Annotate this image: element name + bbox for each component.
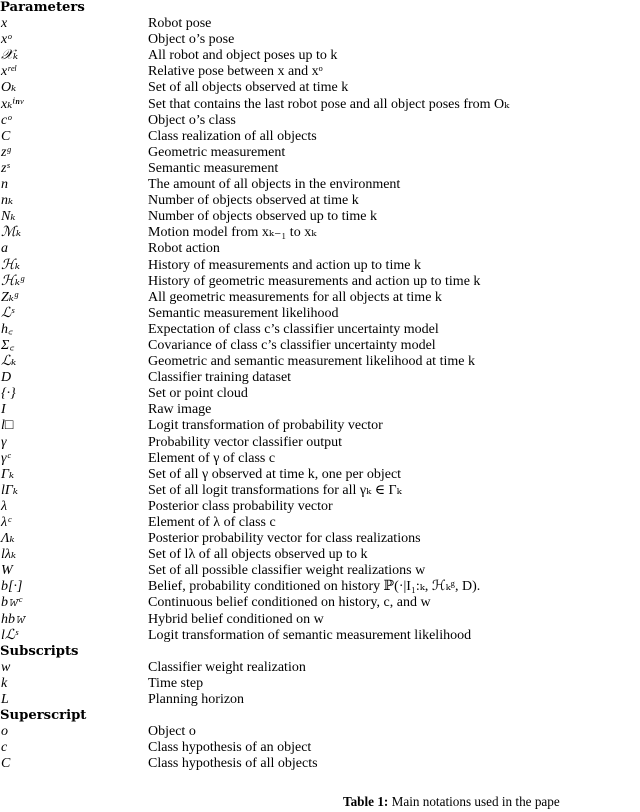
notation-row (0, 80, 640, 96)
notation-symbol: 𝒳ₖ (1, 48, 19, 64)
notation-description: Set of all objects observed at time k (148, 80, 349, 96)
table-caption (343, 794, 560, 810)
notation-description: History of geometric measurements and action up to time k (148, 273, 481, 289)
notation-symbol: n (1, 177, 8, 193)
notation-symbol: {·} (1, 386, 16, 402)
notation-symbol: C (1, 128, 11, 144)
notation-symbol: C (1, 756, 11, 772)
notation-description: Raw image (148, 402, 212, 418)
notation-row (0, 435, 640, 451)
notation-row (0, 145, 640, 161)
notation-symbol: lλₖ (1, 547, 17, 563)
notation-row (0, 418, 640, 434)
notation-row (0, 386, 640, 402)
notation-description: Relative pose between x and xᵒ (148, 64, 323, 80)
notation-symbol: ℋₖ (1, 257, 20, 273)
notation-symbol: xₖⁱⁿᵛ (1, 96, 24, 112)
notation-symbol: Σ꜀ (1, 337, 15, 353)
notation-description: Element of λ of class c (148, 515, 276, 530)
notation-row (0, 676, 640, 692)
notation-description: Expectation of class c’s classifier uncertainty model (148, 321, 439, 337)
notation-description: Object o (148, 724, 196, 740)
notation-description: Posterior probability vector for class realizations (148, 531, 421, 547)
notation-symbol: W (1, 563, 13, 579)
notation-symbol: w (1, 659, 11, 675)
notation-row (0, 193, 640, 209)
notation-description: Set or point cloud (148, 386, 248, 402)
notation-symbol: ℒˢ (1, 305, 15, 321)
notation-symbol: Λₖ (1, 531, 15, 547)
section-heading: Superscript (0, 708, 87, 724)
notation-symbol: cᵒ (1, 112, 12, 128)
notation-symbol: b[·] (1, 579, 23, 595)
notation-row (0, 16, 640, 32)
notation-symbol: I (1, 402, 6, 418)
notation-row (0, 370, 640, 386)
notation-description: Geometric and semantic measurement likelihood at time k (148, 354, 475, 370)
notation-row (0, 531, 640, 547)
notation-description: Geometric measurement (148, 144, 286, 160)
section-heading: Subscripts (0, 643, 79, 659)
notation-symbol: Oₖ (1, 80, 17, 96)
notation-symbol: c (1, 740, 8, 756)
notation-symbol: zᵍ (1, 144, 11, 160)
caption-label: Table 1: (343, 794, 389, 809)
notation-row (0, 209, 640, 225)
notation-description: Classifier training dataset (148, 370, 292, 386)
notation-symbol: D (1, 370, 12, 386)
notation-symbol: a (1, 241, 8, 257)
notation-row (0, 48, 640, 64)
notation-row (0, 628, 640, 644)
notation-description: Class realization of all objects (148, 128, 317, 144)
notation-symbol: γᶜ (1, 450, 11, 466)
notation-description: Continuous belief conditioned on history, c, and w (148, 595, 431, 611)
notation-symbol: Nₖ (1, 209, 16, 225)
notation-row (0, 547, 640, 563)
notation-row (0, 258, 640, 274)
notation-description: Semantic measurement likelihood (148, 305, 339, 321)
notation-description: Set of all possible classifier weight realizations w (148, 563, 426, 579)
notation-description: Class hypothesis of an object (148, 740, 312, 756)
notation-description: Classifier weight realization (148, 659, 306, 675)
section-heading: Parameters (0, 0, 85, 15)
notation-row (0, 64, 640, 80)
notation-symbol: x (1, 16, 8, 32)
notation-row (0, 595, 640, 611)
notation-description: Element of γ of class c (148, 450, 276, 466)
notation-row (0, 756, 640, 772)
notation-row (0, 306, 640, 322)
notation-row (0, 483, 640, 499)
notation-symbol: lΓₖ (1, 482, 18, 498)
notation-description: History of measurements and action up to time k (148, 257, 421, 273)
notation-symbol: Γₖ (1, 466, 15, 482)
notation-row (0, 32, 640, 48)
notation-row (0, 241, 640, 257)
notation-description: Number of objects observed up to time k (148, 209, 378, 225)
notation-row (0, 692, 640, 708)
notation-description: All geometric measurements for all objects at time k (148, 289, 442, 305)
notation-description: Belief, probability conditioned on history ℙ(·|I₁:ₖ, ℋₖᵍ, D). (148, 579, 481, 595)
notation-description: Set that contains the last robot pose and all object poses from Oₖ (148, 96, 510, 112)
notation-description: Probability vector classifier output (148, 434, 343, 450)
notation-row (0, 161, 640, 177)
notation-symbol: ℋₖᵍ (1, 273, 24, 289)
notation-symbol: l□ (1, 418, 14, 434)
notation-row (0, 225, 640, 241)
notation-description: Object o’s pose (148, 32, 235, 48)
notation-description: Planning horizon (148, 692, 245, 708)
notation-description: Time step (148, 675, 204, 691)
notation-description: The amount of all objects in the environment (148, 177, 401, 193)
notation-row (0, 467, 640, 483)
notation-symbol: γ (1, 434, 7, 450)
notation-description: Logit transformation of probability vector (148, 418, 383, 434)
notation-row (0, 660, 640, 676)
notation-row (0, 612, 640, 628)
notation-description: Robot pose (148, 16, 212, 32)
notation-description: Number of objects observed at time k (148, 193, 359, 209)
notation-symbol: h꜀ (1, 321, 13, 337)
notation-description: Logit transformation of semantic measurement likelihood (148, 627, 472, 643)
caption-text: Main notations used in the pape (391, 794, 560, 809)
notation-row (0, 402, 640, 418)
notation-symbol: lℒˢ (1, 627, 18, 643)
notation-description: Robot action (148, 241, 220, 257)
notation-row (0, 740, 640, 756)
notation-symbol: b𝚠ᶜ (1, 595, 22, 611)
notation-symbol: L (1, 692, 9, 708)
notation-symbol: o (1, 724, 8, 740)
notation-row (0, 274, 640, 290)
notation-description: All robot and object poses up to k (148, 48, 338, 64)
notation-description: Set of all γ observed at time k, one per object (148, 466, 402, 482)
notation-row (0, 354, 640, 370)
notation-symbol: hb𝚠 (1, 611, 25, 627)
notation-description: Semantic measurement (148, 160, 279, 176)
notation-symbol: k (1, 675, 8, 691)
notation-row (0, 113, 640, 129)
notation-row (0, 499, 640, 515)
notation-description: Hybrid belief conditioned on w (148, 611, 324, 627)
notation-symbol: ℒₖ (1, 354, 17, 370)
notation-symbol: zˢ (1, 160, 10, 176)
notation-description: Covariance of class c’s classifier uncertainty model (148, 337, 436, 353)
notation-symbol: Zₖᵍ (1, 289, 18, 305)
notation-row (0, 97, 640, 113)
notation-description: Set of all logit transformations for all γₖ ∈ Γₖ (148, 482, 402, 498)
notation-description: Posterior class probability vector (148, 498, 333, 514)
notation-description: Set of lλ of all objects observed up to k (148, 547, 368, 563)
notation-symbol: xᵒ (1, 32, 12, 48)
notation-symbol: λ (1, 498, 8, 514)
notation-symbol: ℳₖ (1, 225, 22, 241)
notation-symbol: xʳᵉˡ (1, 64, 16, 80)
notation-row (0, 177, 640, 193)
notation-row (0, 129, 640, 145)
notation-symbol: nₖ (1, 193, 14, 209)
notation-row (0, 515, 640, 531)
notation-description: Object o’s class (148, 112, 236, 128)
notation-row (0, 563, 640, 579)
notation-symbol: λᶜ (1, 515, 11, 530)
notation-row (0, 451, 640, 467)
notation-description: Motion model from xₖ₋₁ to xₖ (148, 225, 317, 241)
notation-row (0, 322, 640, 338)
notation-row (0, 338, 640, 354)
notation-row (0, 579, 640, 595)
notation-row (0, 290, 640, 306)
notation-row (0, 724, 640, 740)
notation-description: Class hypothesis of all objects (148, 756, 318, 772)
